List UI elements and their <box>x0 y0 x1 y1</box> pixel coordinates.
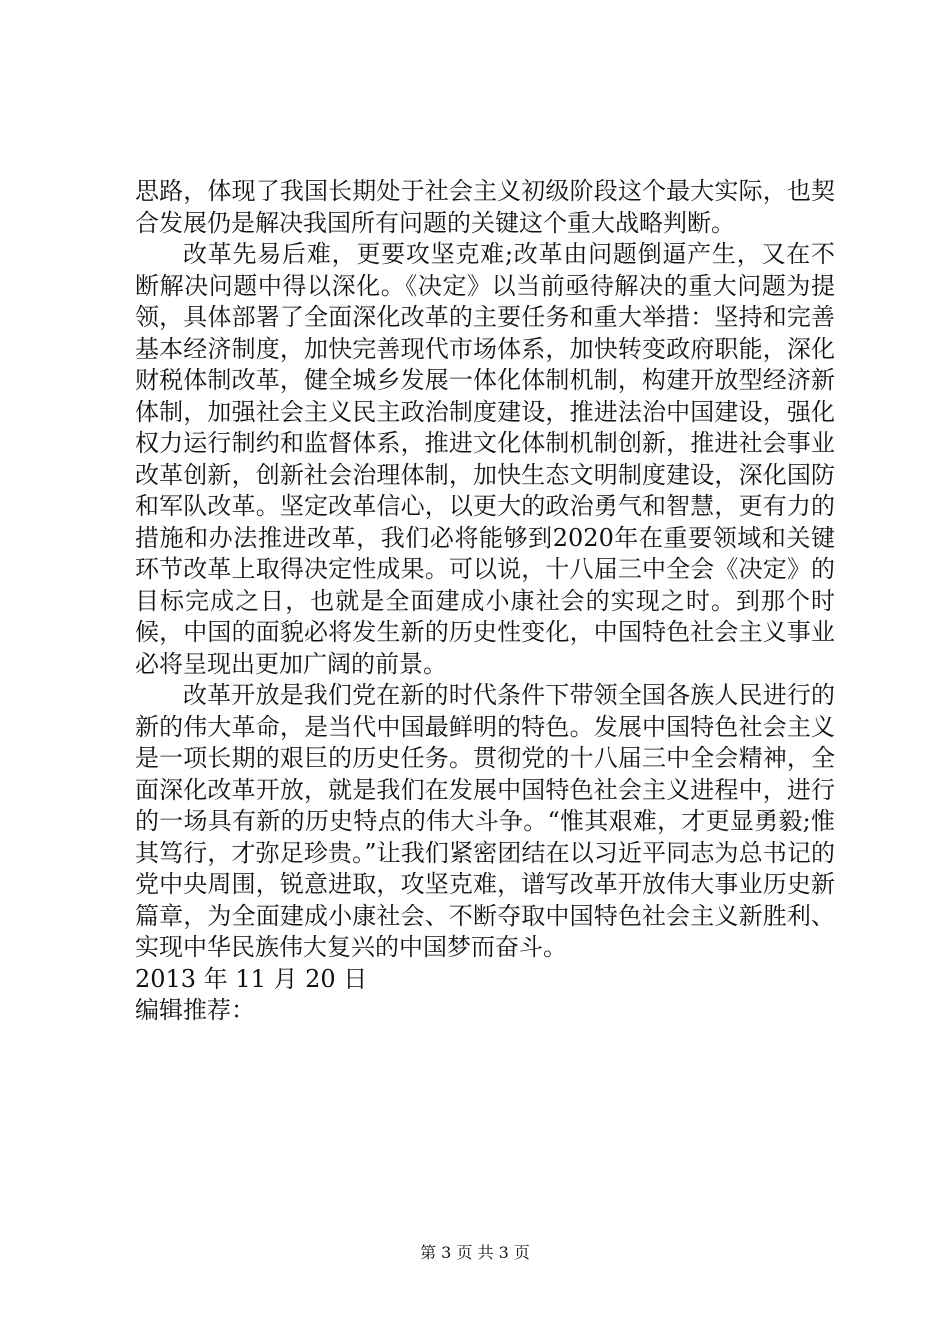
paragraph-continuation: 思路，体现了我国长期处于社会主义初级阶段这个最大实际，也契合发展仍是解决我国所有问题的关键这个重大战略判断。 <box>135 177 835 237</box>
editor-recommendation-label: 编辑推荐： <box>135 996 255 1024</box>
document-body <box>135 176 835 1027</box>
document-date: 2013 年 11 月 20 日 <box>135 964 368 993</box>
paragraph-reform-opening: 改革开放是我们党在新的时代条件下带领全国各族人民进行的新的伟大革命，是当代中国最鲜明的特色。发展中国特色社会主义是一项长期的艰巨的历史任务。贯彻党的十八届三中全会精神，全面深化改革开放，就是我们在发展中国特色社会主义进程中，进行的一场具有新的历史特点的伟大斗争。“惟其艰难，才更显勇毅;惟其笃行，才弥足珍贵。”让我们紧密团结在以习近平同志为总书记的党中央周围，锐意进取，攻坚克难，谱写改革开放伟大事业历史新篇章，为全面建成小康社会、不断夺取中国特色社会主义新胜利、实现中华民族伟大复兴的中国梦而奋斗。 <box>135 681 835 961</box>
page-number: 第 3 页 共 3 页 <box>420 1243 530 1262</box>
paragraph-reform-tasks: 改革先易后难，更要攻坚克难;改革由问题倒逼产生，又在不断解决问题中得以深化。《决定》以当前亟待解决的重大问题为提领，具体部署了全面深化改革的主要任务和重大举措：坚持和完善基本经济制度，加快完善现代市场体系，加快转变政府职能，深化财税体制改革，健全城乡发展一体化体制机制，构建开放型经济新体制，加强社会主义民主政治制度建设，推进法治中国建设，强化权力运行制约和监督体系，推进文化体制机制创新，推进社会事业改革创新，创新社会治理体制，加快生态文明制度建设，深化国防和军队改革。坚定改革信心，以更大的政治勇气和智慧，更有力的措施和办法推进改革，我们必将能够到2020年在重要领域和关键环节改革上取得决定性成果。可以说，十八届三中全会《决定》的目标完成之日，也就是全面建成小康社会的实现之时。到那个时候，中国的面貌必将发生新的历史性变化，中国特色社会主义事业必将呈现出更加广阔的前景。 <box>135 240 835 678</box>
page-footer <box>0 1243 950 1263</box>
